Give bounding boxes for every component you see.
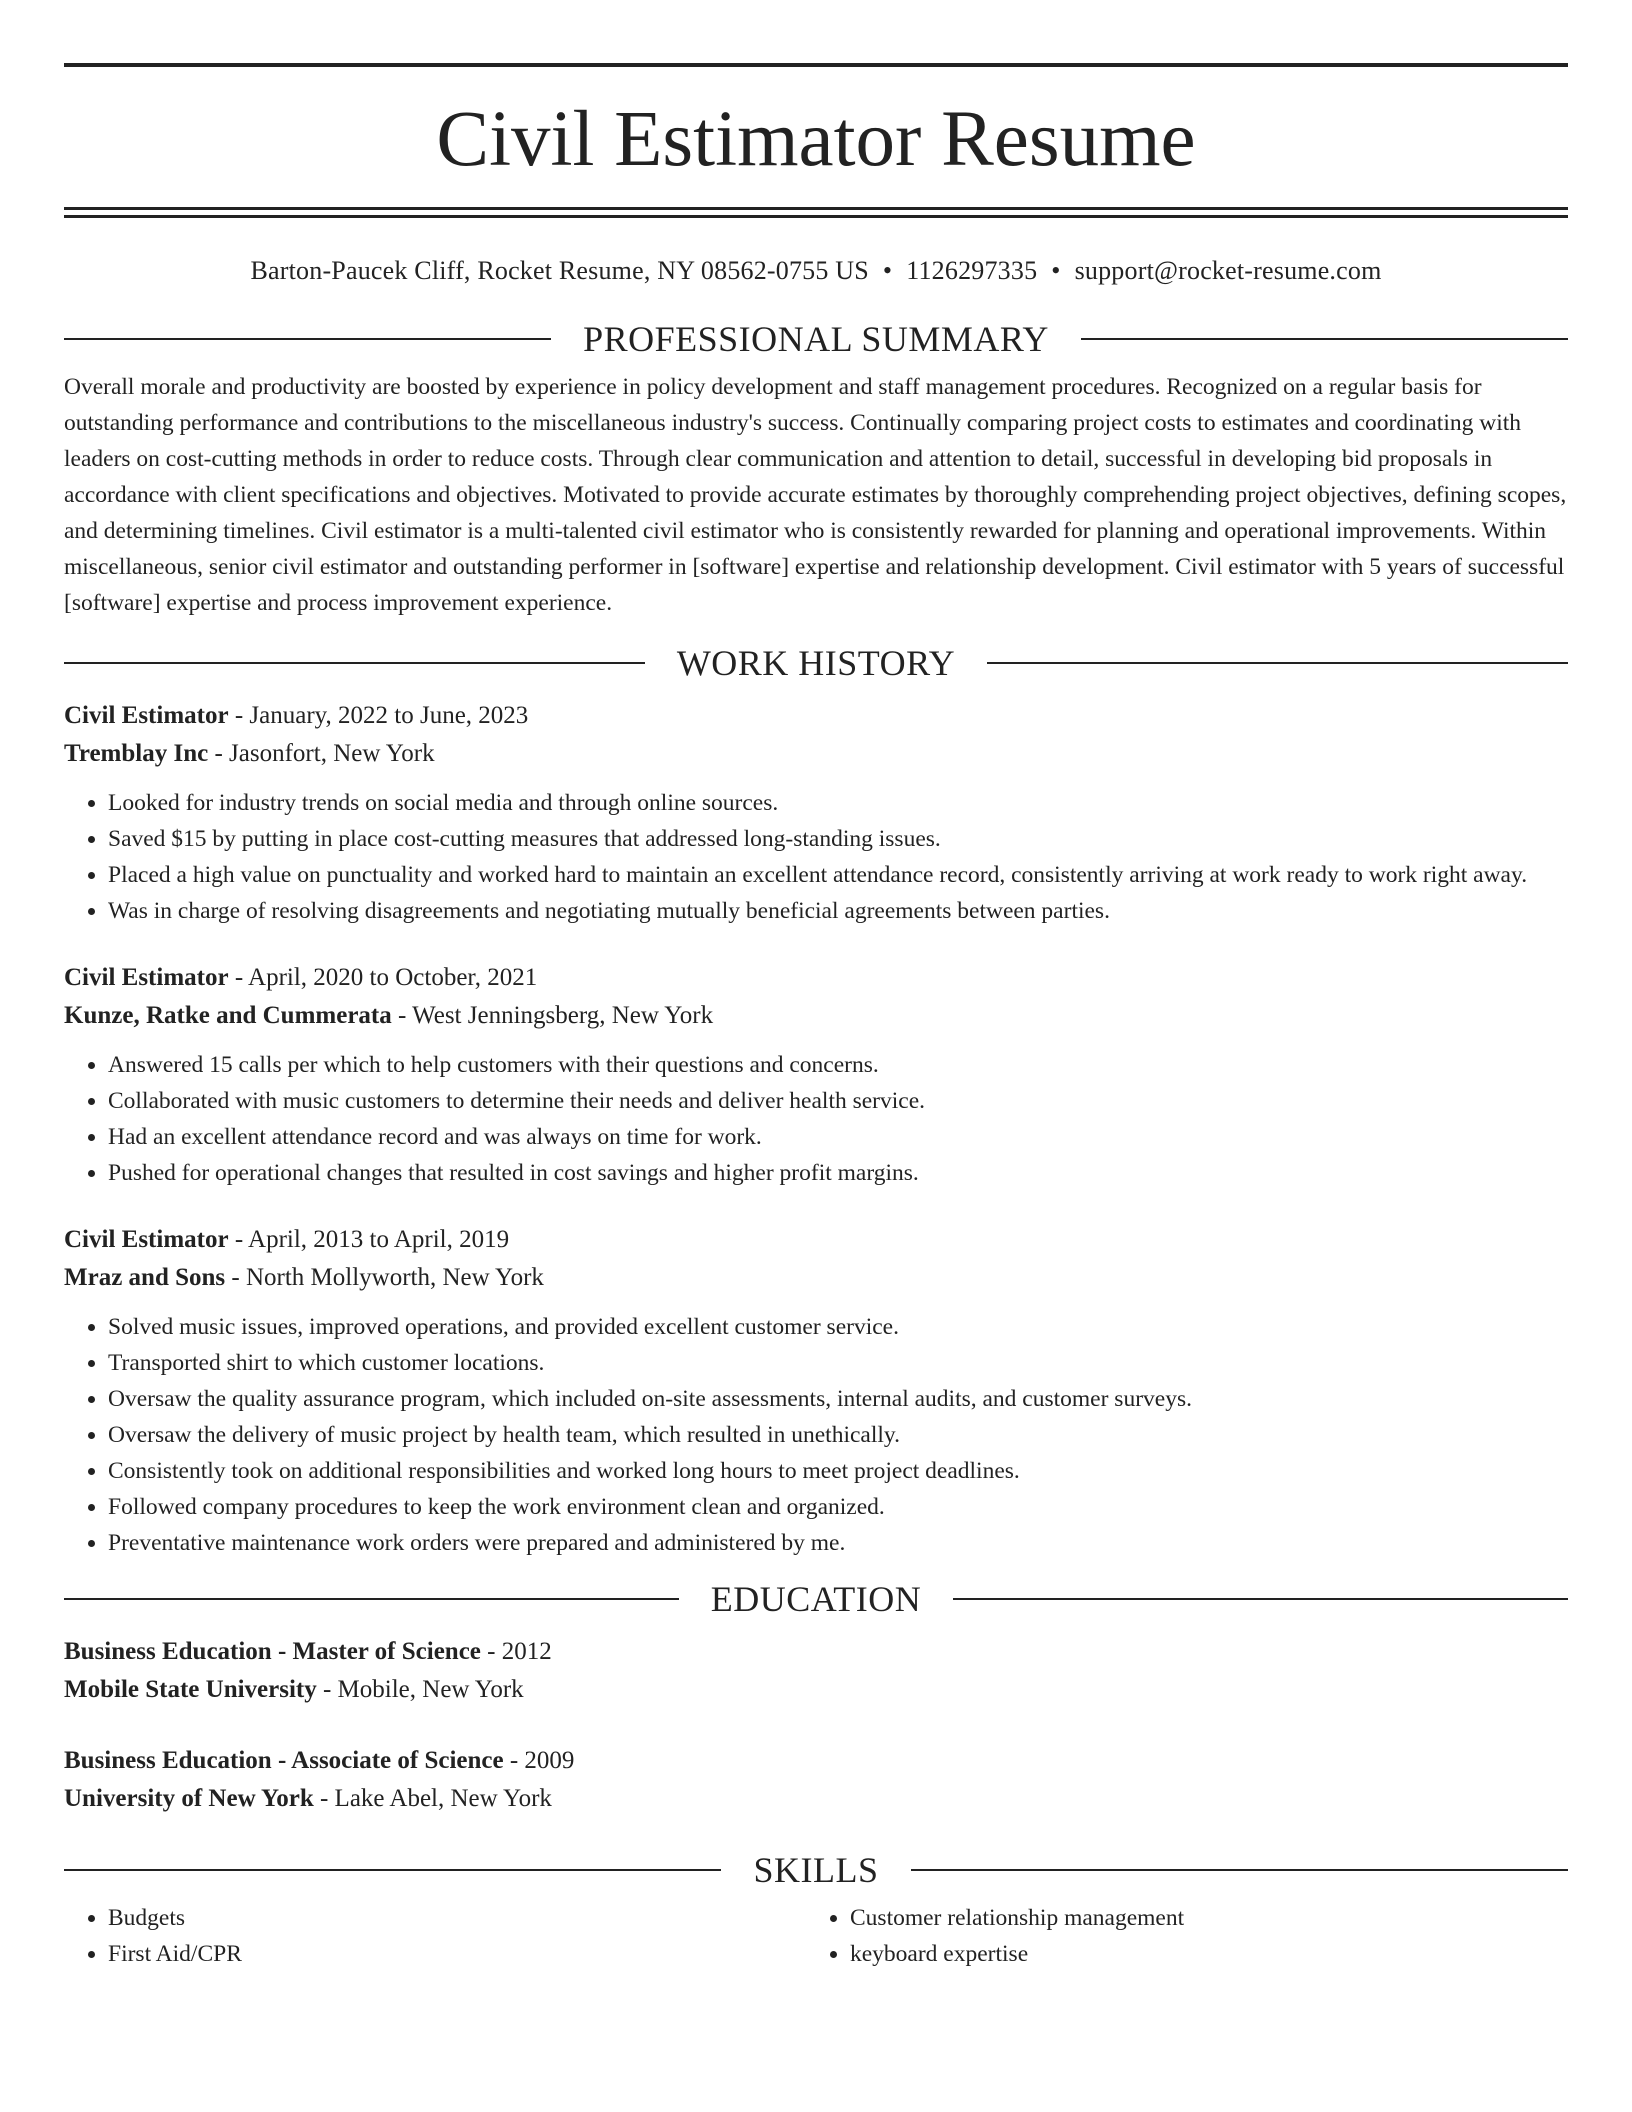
top-rule — [64, 63, 1568, 67]
skills-columns — [64, 1900, 1568, 1972]
skill-item: • Budgets — [108, 1900, 806, 1936]
list-item: • Preventative maintenance work orders were prepared and administered by me. — [108, 1525, 1568, 1561]
section-heading-skills — [64, 1848, 1568, 1892]
job-dates: - April, 2020 to October, 2021 — [228, 964, 538, 991]
section-heading-summary — [64, 317, 1568, 361]
job-company: Mraz and Sons — [64, 1264, 226, 1291]
job-location: - Jasonfort, New York — [208, 740, 435, 767]
job-title: Civil Estimator — [64, 1226, 229, 1253]
list-item: • Consistently took on additional responsibilities and worked long hours to meet project deadlines. — [108, 1453, 1568, 1489]
title-double-rule — [64, 207, 1568, 218]
education-degree-line — [64, 1742, 1568, 1780]
resume-page — [64, 0, 1568, 1972]
job-bullet-list — [64, 1309, 1568, 1561]
job-company-line — [64, 735, 1568, 773]
job-title: Civil Estimator — [64, 702, 229, 729]
list-item: • Had an excellent attendance record and was always on time for work. — [108, 1119, 1568, 1155]
education-year: - 2009 — [503, 1747, 575, 1774]
education-school: University of New York — [64, 1785, 314, 1812]
section-title-skills: SKILLS — [721, 1848, 910, 1892]
section-title-summary: PROFESSIONAL SUMMARY — [551, 317, 1081, 361]
education-school-line — [64, 1780, 1568, 1818]
list-item: • Collaborated with music customers to determine their needs and deliver health service. — [108, 1083, 1568, 1119]
contact-address: Barton-Paucek Cliff, Rocket Resume, NY 08562-0755 US — [250, 256, 869, 285]
skills-column-left — [64, 1900, 806, 1972]
skill-item: • Customer relationship management — [850, 1900, 1548, 1936]
education-entry — [64, 1742, 1568, 1818]
summary-text: Overall morale and productivity are boosted by experience in policy development and staff management procedures. Recognized on a regular basis for outstanding performance and contributions to the miscellaneous industry's success. Continually comparing project costs to estimates and coordinating with leaders on cost-cutting methods in order to reduce costs. Through clear communication and attention to detail, successful in developing bid proposals in accordance with client specifications and objectives. Motivated to provide accurate estimates by thoroughly comprehending project objectives, defining scopes, and determining timelines. Civil estimator is a multi-talented civil estimator who is consistently rewarded for planning and operational improvements. Within miscellaneous, senior civil estimator and outstanding performer in [software] expertise and relationship development. Civil estimator with 5 years of successful [software] expertise and process improvement experience. — [64, 374, 1567, 616]
list-item: • Oversaw the delivery of music project by health team, which resulted in unethically. — [108, 1417, 1568, 1453]
contact-separator: • — [1051, 256, 1061, 285]
education-school: Mobile State University — [64, 1676, 317, 1703]
section-heading-work — [64, 641, 1568, 685]
job-bullet-list — [64, 1047, 1568, 1191]
list-item: • Answered 15 calls per which to help customers with their questions and concerns. — [108, 1047, 1568, 1083]
education-degree-line — [64, 1633, 1568, 1671]
list-item: • Saved $15 by putting in place cost-cutting measures that addressed long-standing issues. — [108, 821, 1568, 857]
section-title-education: EDUCATION — [679, 1577, 953, 1621]
skill-item: • First Aid/CPR — [108, 1936, 806, 1972]
list-item: • Oversaw the quality assurance program, which included on-site assessments, internal audits, and customer surveys. — [108, 1381, 1568, 1417]
list-item: • Was in charge of resolving disagreements and negotiating mutually beneficial agreements between parties. — [108, 893, 1568, 929]
section-title-work: WORK HISTORY — [645, 641, 987, 685]
job-entry — [64, 1221, 1568, 1561]
skills-column-right — [806, 1900, 1548, 1972]
list-item: • Looked for industry trends on social media and through online sources. — [108, 785, 1568, 821]
job-title-line — [64, 697, 1568, 735]
job-company: Kunze, Ratke and Cummerata — [64, 1002, 392, 1029]
education-location: - Mobile, New York — [316, 1676, 524, 1703]
job-company-line — [64, 1259, 1568, 1297]
list-item: • Placed a high value on punctuality and worked hard to maintain an excellent attendance record, consistently arriving at work ready to work right away. — [108, 857, 1568, 893]
contact-email: support@rocket-resume.com — [1074, 256, 1382, 285]
section-heading-education — [64, 1577, 1568, 1621]
job-title-line — [64, 959, 1568, 997]
skill-item: • keyboard expertise — [850, 1936, 1548, 1972]
job-bullet-list — [64, 785, 1568, 929]
job-entry — [64, 959, 1568, 1191]
list-item: • Transported shirt to which customer locations. — [108, 1345, 1568, 1381]
education-degree: Business Education - Associate of Science — [64, 1747, 504, 1774]
job-dates: - January, 2022 to June, 2023 — [228, 702, 529, 729]
job-entry — [64, 697, 1568, 929]
education-location: - Lake Abel, New York — [313, 1785, 552, 1812]
job-company-line — [64, 997, 1568, 1035]
education-entry — [64, 1633, 1568, 1709]
job-title-line — [64, 1221, 1568, 1259]
education-year: - 2012 — [480, 1638, 552, 1665]
list-item: • Followed company procedures to keep the work environment clean and organized. — [108, 1489, 1568, 1525]
job-location: - North Mollyworth, New York — [225, 1264, 544, 1291]
contact-separator: • — [882, 256, 893, 285]
list-item: • Solved music issues, improved operations, and provided excellent customer service. — [108, 1309, 1568, 1345]
page-title: Civil Estimator Resume — [436, 96, 1196, 183]
job-location: - West Jenningsberg, New York — [391, 1002, 714, 1029]
contact-phone: 1126297335 — [906, 256, 1038, 285]
job-dates: - April, 2013 to April, 2019 — [228, 1226, 510, 1253]
education-school-line — [64, 1671, 1568, 1709]
education-degree: Business Education - Master of Science — [64, 1638, 481, 1665]
job-title: Civil Estimator — [64, 964, 229, 991]
job-company: Tremblay Inc — [64, 740, 209, 767]
contact-line — [64, 252, 1568, 290]
list-item: • Pushed for operational changes that resulted in cost savings and higher profit margins. — [108, 1155, 1568, 1191]
